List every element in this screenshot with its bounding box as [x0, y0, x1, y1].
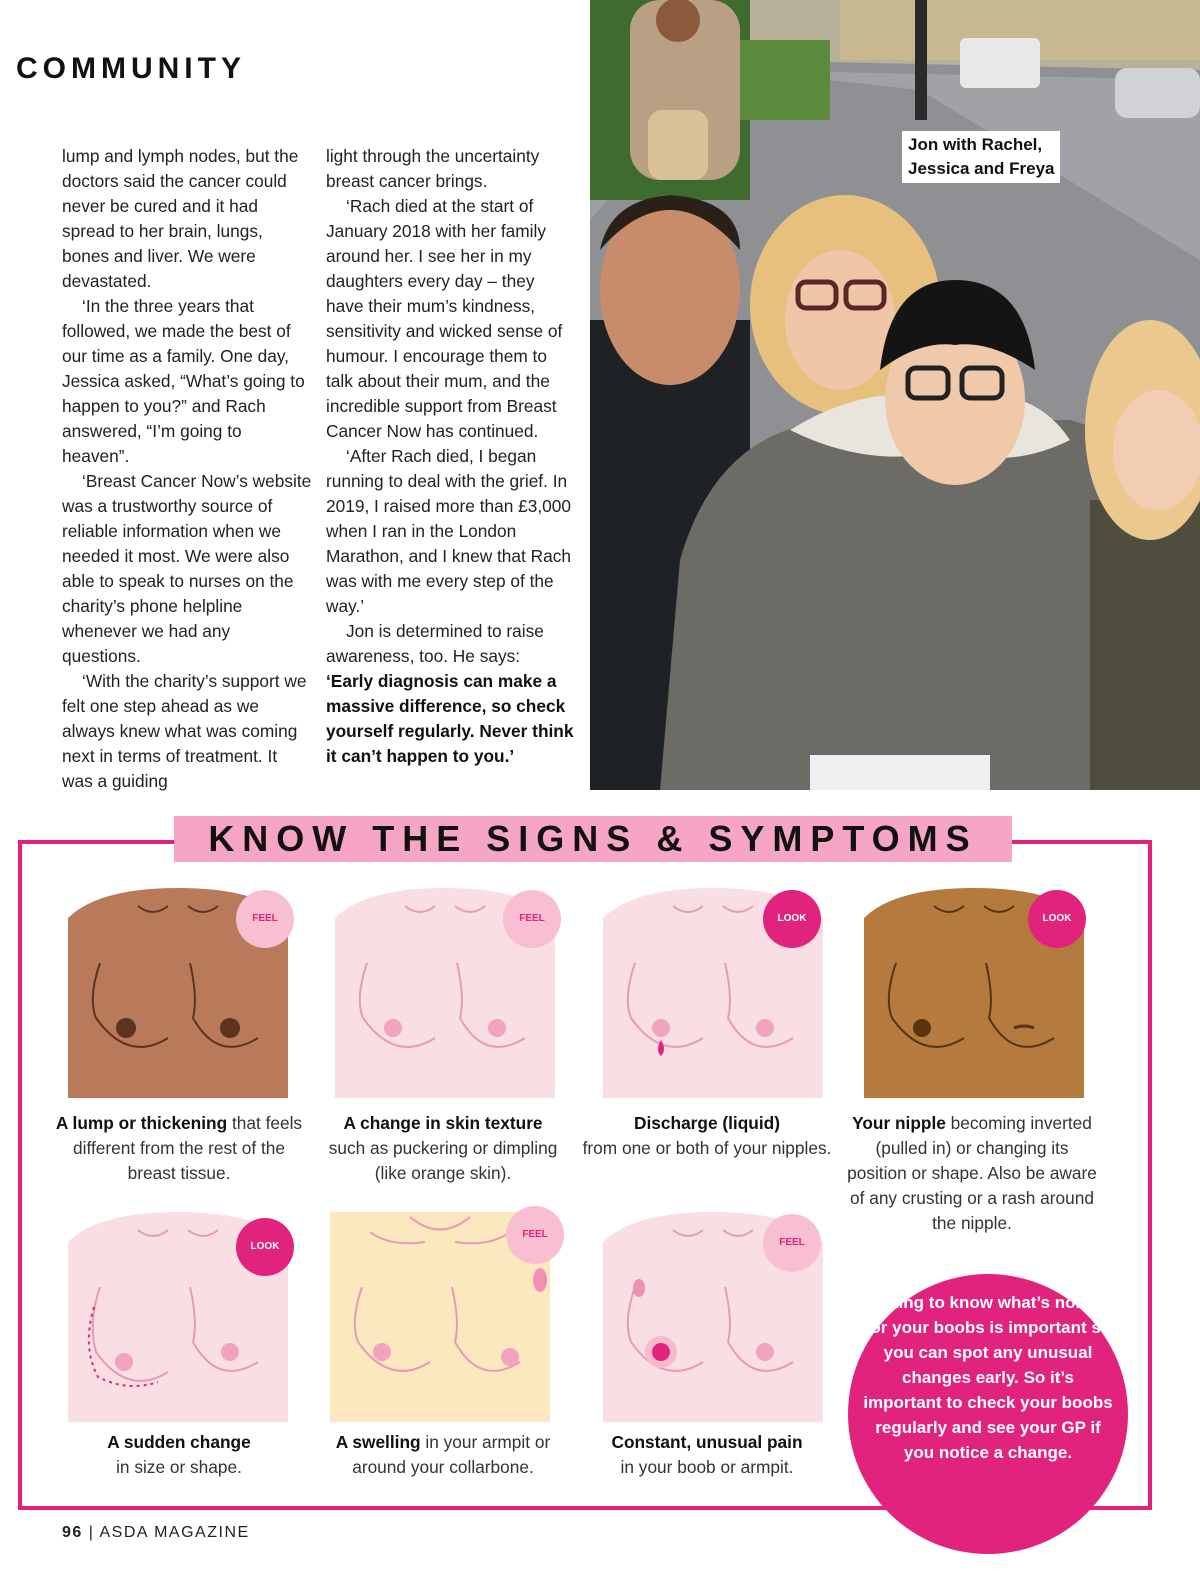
footer-separator: |	[82, 1524, 100, 1541]
symptom-caption: A swelling in your armpit or around your collarbone.	[335, 1432, 551, 1477]
symptom-caption: Discharge (liquid) from one or both of your nipples.	[582, 1113, 832, 1158]
symptom-caption: A change in skin texture such as puckering or dimpling (like orange skin).	[328, 1113, 558, 1183]
family-photo	[590, 0, 1200, 790]
feel-badge-icon: FEEL	[763, 1214, 821, 1272]
callout-text: Getting to know what’s normal for your boobs is important so you can spot any unusual changes early. So it’s important to check your boobs regularly and see your GP if you notice a change.	[863, 1293, 1113, 1462]
illustration-pain	[603, 1212, 823, 1422]
article-column-2	[326, 144, 576, 769]
pull-quote: ‘Early diagnosis can make a massive difference, so check yourself regularly. Never think it can’t happen to you.’	[326, 671, 574, 766]
illustration-lump	[68, 888, 288, 1098]
illustration-swelling	[330, 1212, 550, 1422]
symptom-caption: A sudden change in size or shape.	[107, 1432, 251, 1477]
look-badge-icon: LOOK	[763, 890, 821, 948]
page-footer	[62, 1524, 250, 1542]
callout-circle	[848, 1274, 1128, 1554]
paragraph: lump and lymph nodes, but the doctors said the cancer could never be cured and it had spread to her brain, lungs, bones and liver. We were devastated.	[62, 146, 299, 291]
photo-caption	[902, 131, 1060, 183]
illustration-nipple	[864, 888, 1084, 1098]
article-column-1	[62, 144, 312, 794]
symptom-caption: Constant, unusual pain in your boob or armpit.	[611, 1432, 803, 1477]
symptom-caption: A lump or thickening that feels different from the rest of the breast tissue.	[55, 1113, 303, 1183]
look-badge-icon: LOOK	[1028, 890, 1086, 948]
illustration-skin-texture	[335, 888, 555, 1098]
magazine-name: ASDA MAGAZINE	[99, 1524, 250, 1541]
page-number: 96	[62, 1524, 83, 1541]
paragraph: ‘Breast Cancer Now’s website was a trustworthy source of reliable information when we needed it most. We were also able to speak to nurses on the charity’s phone helpline whenever we had any questions.	[62, 471, 312, 666]
look-badge-icon: LOOK	[236, 1218, 294, 1276]
feel-badge-icon: FEEL	[503, 890, 561, 948]
feel-badge-icon: FEEL	[236, 890, 294, 948]
paragraph: ‘In the three years that followed, we made the best of our time as a family. One day, Jessica asked, “What’s going to happen to you?” and Rach answered, “I’m going to heaven”.	[62, 296, 305, 466]
feel-badge-icon: FEEL	[506, 1206, 564, 1264]
paragraph: ‘After Rach died, I began running to deal with the grief. In 2019, I raised more than £3,000 when I ran in the London Marathon, and I knew that Rach was with me every step of the way.’	[326, 446, 571, 616]
illustration-size-change	[68, 1212, 288, 1422]
paragraph: ‘With the charity’s support we felt one step ahead as we always knew what was coming next in terms of treatment. It was a guiding	[62, 671, 307, 791]
paragraph: ‘Rach died at the start of January 2018 with her family around her. I see her in my daughters every day – they have their mum’s kindness, sensitivity and wicked sense of humour. I encourage them to talk about their mum, and the incredible support from Breast Cancer Now has continued.	[326, 196, 563, 441]
section-label: COMMUNITY	[16, 52, 246, 85]
caption-line: Jon with Rachel,	[908, 135, 1043, 154]
paragraph: Jon is determined to raise awareness, too. He says:	[326, 621, 544, 666]
signs-heading: KNOW THE SIGNS & SYMPTOMS	[174, 816, 1012, 862]
paragraph: light through the uncertainty breast cancer brings.	[326, 146, 540, 191]
symptom-caption: Your nipple becoming inverted (pulled in) or changing its position or shape. Also be aware of any crusting or a rash around the nipple.	[847, 1113, 1097, 1233]
illustration-discharge	[603, 888, 823, 1098]
caption-line: Jessica and Freya	[908, 159, 1055, 178]
